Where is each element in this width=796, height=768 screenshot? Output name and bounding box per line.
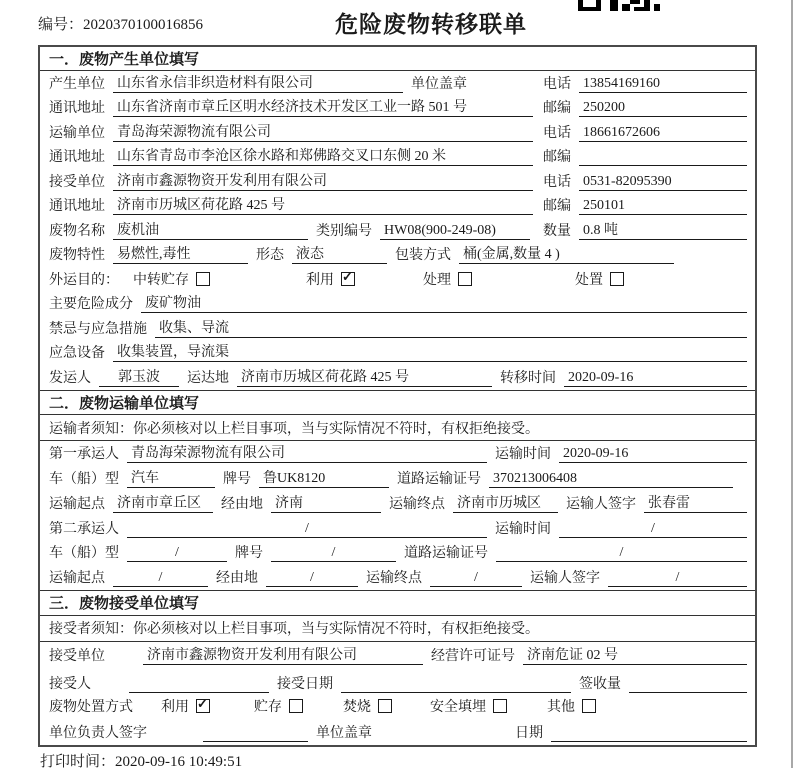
route2-start-value: /	[113, 570, 208, 587]
section3-header: 三．废物接受单位填写	[40, 590, 755, 616]
destination-value: 济南市历城区荷花路 425 号	[237, 366, 492, 387]
route1-via-value: 济南	[271, 492, 381, 513]
route2-via-label: 经由地	[216, 571, 258, 587]
manifest-table	[38, 45, 757, 747]
receive-unit-row	[40, 169, 755, 194]
route2-end-label: 运输终点	[366, 571, 422, 587]
taboo-measures-label: 禁忌与应急措施	[49, 321, 147, 337]
consignor-value: 郭玉波	[99, 366, 179, 387]
section2-header: 二．废物运输单位填写	[40, 390, 755, 416]
route2-start-label: 运输起点	[49, 571, 105, 587]
disposal-option-storage	[254, 696, 303, 716]
transport-phone-label: 电话	[543, 125, 571, 141]
transfer-purpose-row	[40, 267, 755, 292]
receive-address-label: 通讯地址	[49, 199, 105, 214]
emergency-equipment-row	[40, 341, 755, 366]
disposal-option-label: 其他	[547, 700, 575, 716]
waste-category-label: 类别编号	[316, 223, 372, 239]
receiver-unit-row	[40, 642, 755, 668]
waste-qty-value: 0.8 吨	[579, 219, 747, 240]
checkbox-icon	[582, 699, 596, 713]
emergency-equipment-label: 应急设备	[49, 346, 105, 361]
receive-unit-label: 接受单位	[49, 174, 105, 190]
route1-start-value: 济南市章丘区	[113, 492, 213, 513]
responsible-sign-value	[203, 741, 308, 742]
disposal-option-use	[161, 696, 210, 716]
carrier1-value: 青岛海荣源物流有限公司	[127, 442, 487, 463]
purpose-option-use	[306, 269, 355, 289]
transport-unit-label: 运输单位	[49, 125, 105, 141]
qr-code-icon	[578, 0, 660, 12]
carrier2-value: /	[127, 521, 487, 538]
receiver-notice: 接受者须知：你必须核对以上栏目事项，当与实际情况不符时，有权拒绝接受。	[40, 616, 755, 642]
carrier2-time-value: /	[559, 521, 747, 538]
page-title: 危险废物转移联单	[335, 12, 527, 37]
vehicle2-type-label: 车（船）型	[49, 546, 119, 562]
carrier2-row	[40, 516, 755, 541]
vehicle2-plate-value: /	[271, 545, 396, 562]
purpose-option-label: 处理	[423, 272, 451, 288]
transport-unit-value: 青岛海荣源物流有限公司	[113, 121, 533, 142]
transfer-time-value: 2020-09-16	[564, 370, 747, 387]
transport-unit-row	[40, 120, 755, 145]
checkbox-checked-icon	[341, 272, 355, 286]
route2-via-value: /	[266, 570, 358, 587]
serial-label: 编号：	[38, 17, 84, 33]
vehicle1-row	[40, 466, 755, 491]
permit-value: 济南危证 02 号	[523, 644, 747, 665]
vehicle1-plate-label: 牌号	[223, 471, 251, 487]
destination-label: 运达地	[187, 370, 229, 386]
carrier2-time-label: 运输时间	[495, 521, 551, 537]
receiver-unit-label: 接受单位	[49, 648, 105, 664]
signed-qty-label: 签收量	[579, 676, 621, 692]
disposal-option-label: 利用	[161, 700, 189, 716]
consignor-label: 发运人	[49, 370, 91, 386]
producer-unit-label: 产生单位	[49, 76, 105, 92]
checkbox-icon	[289, 699, 303, 713]
producer-address-row	[40, 96, 755, 121]
waste-name-value: 废机油	[113, 219, 308, 240]
receive-zip-label: 邮编	[543, 199, 571, 214]
signoff-row	[40, 719, 755, 745]
waste-name-row	[40, 218, 755, 243]
waste-form-label: 形态	[256, 248, 284, 263]
purpose-option-dispose	[575, 269, 624, 289]
waste-form-value: 液态	[292, 243, 387, 264]
taboo-measures-value: 收集、导流	[155, 317, 747, 338]
purpose-option-label: 处置	[575, 272, 603, 288]
carrier1-row	[40, 441, 755, 466]
acceptor-label: 接受人	[49, 676, 91, 692]
checkbox-icon	[196, 272, 210, 286]
purpose-option-label: 利用	[306, 272, 334, 288]
receive-address-row	[40, 194, 755, 219]
route1-via-label: 经由地	[221, 496, 263, 512]
producer-phone-label: 电话	[543, 76, 571, 92]
packing-label: 包装方式	[395, 248, 451, 263]
purpose-option-treat	[423, 269, 472, 289]
serial-value: 2020370100016856	[83, 17, 204, 33]
route1-sign-label: 运输人签字	[566, 496, 636, 512]
vehicle1-license-label: 道路运输证号	[397, 471, 481, 487]
receive-phone-value: 0531-82095390	[579, 174, 747, 191]
sign-date-label: 日期	[515, 726, 543, 742]
signed-qty-value	[629, 692, 747, 693]
print-time-line	[40, 750, 242, 768]
vehicle2-license-label: 道路运输证号	[404, 546, 488, 562]
waste-name-label: 废物名称	[49, 223, 105, 239]
route1-row	[40, 491, 755, 516]
producer-address-value: 山东省济南市章丘区明水经济技术开发区工业一路 501 号	[113, 96, 533, 117]
checkbox-icon	[493, 699, 507, 713]
waste-traits-label: 废物特性	[49, 248, 105, 263]
print-time-value: 2020-09-16 10:49:51	[115, 754, 243, 768]
consignor-row	[40, 365, 755, 390]
producer-phone-value: 13854169160	[579, 76, 747, 93]
carrier1-time-label: 运输时间	[495, 447, 551, 463]
carrier1-time-value: 2020-09-16	[559, 446, 747, 463]
hazard-component-row	[40, 292, 755, 317]
unit-seal2-label: 单位盖章	[316, 726, 372, 742]
receiver-unit-value: 济南市鑫源物资开发利用有限公司	[143, 644, 423, 665]
section1-header: 一．废物产生单位填写	[40, 47, 755, 71]
waste-traits-value: 易燃性,毒性	[113, 243, 248, 264]
vehicle2-type-value: /	[127, 545, 227, 562]
vehicle2-plate-label: 牌号	[235, 546, 263, 562]
producer-zip-value: 250200	[579, 100, 747, 117]
serial-number-line	[38, 13, 203, 34]
receive-address-value: 济南市历城区荷花路 425 号	[113, 194, 533, 215]
disposal-option-landfill	[430, 696, 507, 716]
emergency-equipment-value: 收集装置，导流渠	[113, 341, 747, 362]
checkbox-icon	[610, 272, 624, 286]
hazard-component-value: 废矿物油	[141, 292, 747, 313]
permit-label: 经营许可证号	[431, 648, 515, 664]
route2-end-value: /	[430, 570, 522, 587]
disposal-option-label: 贮存	[254, 700, 282, 716]
transporter-notice: 运输者须知：你必须核对以上栏目事项，当与实际情况不符时，有权拒绝接受。	[40, 415, 755, 441]
hazard-component-label: 主要危险成分	[49, 297, 133, 312]
vehicle2-row	[40, 541, 755, 566]
transport-zip-label: 邮编	[543, 150, 571, 165]
accept-date-label: 接受日期	[277, 676, 333, 692]
checkbox-icon	[458, 272, 472, 286]
route2-sign-value: /	[608, 570, 747, 587]
route1-end-label: 运输终点	[389, 496, 445, 512]
packing-value: 桶(金属,数量 4 )	[459, 243, 674, 264]
purpose-option-label: 中转贮存	[133, 272, 189, 288]
carrier2-label: 第二承运人	[49, 521, 119, 537]
disposal-method-row	[40, 696, 755, 720]
disposal-option-label: 安全填埋	[430, 700, 486, 716]
route1-start-label: 运输起点	[49, 496, 105, 512]
carrier1-label: 第一承运人	[49, 447, 119, 463]
disposal-option-incinerate	[343, 696, 392, 716]
transport-address-row	[40, 145, 755, 170]
taboo-measures-row	[40, 316, 755, 341]
disposal-method-label: 废物处置方式	[49, 700, 133, 716]
accept-date-value	[341, 692, 571, 693]
receive-zip-value: 250101	[579, 198, 747, 215]
transport-address-label: 通讯地址	[49, 150, 105, 165]
receive-unit-value: 济南市鑫源物资开发利用有限公司	[113, 170, 533, 191]
transport-zip-value	[579, 165, 747, 166]
producer-unit-value: 山东省永信非织造材料有限公司	[113, 72, 403, 93]
sign-date-value	[551, 741, 747, 742]
route1-sign-value: 张春雷	[644, 492, 747, 513]
producer-zip-label: 邮编	[543, 101, 571, 116]
producer-address-label: 通讯地址	[49, 101, 105, 116]
checkbox-icon	[378, 699, 392, 713]
vehicle1-plate-value: 鲁UK8120	[259, 467, 389, 488]
transport-address-value: 山东省青岛市李沧区徐水路和郑佛路交叉口东侧 20 米	[113, 145, 533, 166]
receive-phone-label: 电话	[543, 174, 571, 190]
producer-unit-row	[40, 71, 755, 96]
disposal-option-other	[547, 696, 596, 716]
vehicle1-type-value: 汽车	[127, 467, 215, 488]
checkbox-checked-icon	[196, 699, 210, 713]
route2-sign-label: 运输人签字	[530, 571, 600, 587]
waste-qty-label: 数量	[543, 223, 571, 239]
route2-row	[40, 565, 755, 590]
route1-end-value: 济南市历城区	[453, 492, 558, 513]
vehicle1-type-label: 车（船）型	[49, 471, 119, 487]
disposal-option-label: 焚烧	[343, 700, 371, 716]
transfer-purpose-label: 外运目的：	[49, 272, 119, 288]
waste-category-value: HW08(900-249-08)	[380, 223, 530, 240]
page-edge-divider	[791, 0, 793, 768]
transfer-time-label: 转移时间	[500, 370, 556, 386]
vehicle1-license-value: 370213006408	[489, 471, 733, 488]
waste-traits-row	[40, 243, 755, 268]
purpose-option-transfer-storage	[133, 269, 210, 289]
acceptor-row	[40, 668, 755, 696]
print-time-label: 打印时间：	[40, 754, 116, 768]
acceptor-value	[129, 692, 269, 693]
responsible-sign-label: 单位负责人签字	[49, 726, 147, 742]
unit-seal-label: 单位盖章	[411, 76, 467, 92]
transport-phone-value: 18661672606	[579, 125, 747, 142]
vehicle2-license-value: /	[496, 545, 747, 562]
